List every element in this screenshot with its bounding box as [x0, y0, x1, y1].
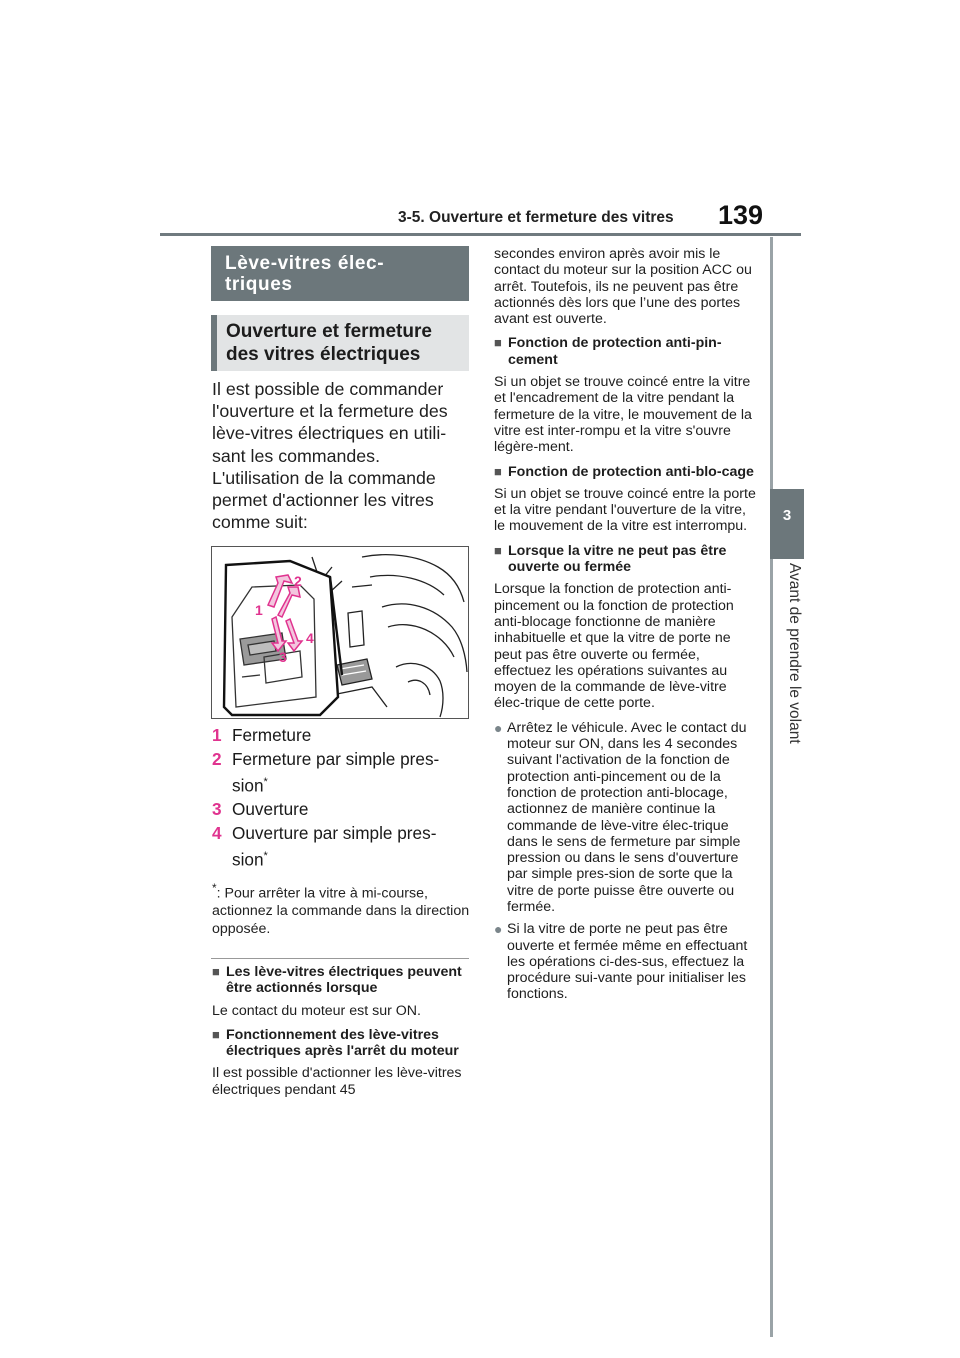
- legend-item: [212, 748, 474, 799]
- bullet-item: ● Si la vitre de porte ne peut pas être ouverte et fermée même en effectuant les opérations ci-des-sus, effectuez la procédure sui-vante pour initialiser les fonctions.: [494, 921, 748, 1003]
- sub-title: Ouverture et fermeture des vitres électriques: [226, 321, 432, 365]
- chapter-number: 3: [782, 507, 792, 524]
- legend-text: Ouverture: [232, 799, 309, 820]
- figure-legend: [212, 724, 474, 872]
- intro-text: Il est possible de commander l'ouverture et la fermeture des lève-vitres électriques en utili-sant les commandes. L'utilisation de la commande permet d'actionner les vitres comme suit:: [212, 379, 448, 533]
- section-heading: ■ Fonction de protection anti-pin-cement: [494, 335, 722, 368]
- chapter-label: Avant de prendre le volant: [786, 563, 803, 744]
- section-body: Si un objet se trouve coincé entre la porte et la vitre pendant l'ouverture de la vitre, le mouvement de la vitre est interrompu.: [494, 485, 756, 535]
- bullet-dot-icon: ●: [494, 921, 503, 938]
- figure-label-3: 3: [279, 649, 287, 665]
- sub-title-box: [211, 315, 469, 371]
- legend-item: [212, 724, 474, 748]
- legend-text: Fermeture: [232, 725, 312, 745]
- section-heading: ■ Lorsque la vitre ne peut pas être ouverte ou fermée: [494, 542, 727, 576]
- left-notes: [212, 958, 472, 1098]
- footnote: *: Pour arrêter la vitre à mi-course, actionnez la commande dans la direction opposée.: [212, 881, 470, 937]
- note-heading: ■ Les lève-vitres électriques peuvent être actionnés lorsque: [212, 964, 462, 997]
- window-switch-illustration: [211, 546, 469, 719]
- legend-number: 4: [212, 822, 222, 843]
- section-heading: ■ Fonction de protection anti-blo-cage: [494, 463, 754, 480]
- header-rule: [160, 233, 801, 236]
- figure-label-1: 1: [255, 602, 263, 618]
- legend-number: 1: [212, 725, 222, 745]
- right-column: [494, 246, 756, 1003]
- page-number: 139: [718, 200, 764, 230]
- bullet-dot-icon: ●: [494, 719, 503, 736]
- section-body: Si un objet se trouve coincé entre la vitre et l'encadrement de la vitre pendant la fermeture de la vitre, le mouvement de la vitre est inter-rompu et la vitre s'ouvre légère-ment.: [494, 374, 752, 456]
- bullet-item: ● Arrêtez le véhicule. Avec le contact du moteur sur ON, dans les 4 secondes suivant l'activation de la fonction de protection anti-pincement ou de la fonction de protection anti-blocage, actionnez de manière continue la commande de lève-vitre élec-trique dans le sens de fermeture par simple pression ou dans le sens d'ouverture par simple pres-sion de sorte que la vitre de porte puisse être ouverte ou fermée.: [494, 719, 747, 915]
- chapter-tab: [770, 489, 804, 559]
- legend-number: 3: [212, 799, 222, 820]
- main-title: Lève-vitres élec- triques: [225, 253, 385, 295]
- note-body: Il est possible d'actionner les lève-vitres électriques pendant 45: [212, 1065, 462, 1098]
- note-heading: ■ Fonctionnement des lève-vitres électriques après l'arrêt du moteur: [212, 1026, 459, 1060]
- legend-number: 2: [212, 748, 222, 769]
- legend-item: [212, 798, 474, 822]
- legend-text: Fermeture par simple pres-sion*: [232, 748, 440, 796]
- main-title-box: [211, 246, 469, 301]
- note-body: Le contact du moteur est sur ON.: [212, 1002, 421, 1019]
- figure-label-4: 4: [306, 630, 314, 646]
- section-body: Lorsque la fonction de protection anti-pincement ou la fonction de protection anti-blocage fonctionne de manière inhabituelle et que la vitre de porte ne peut pas être ouverte ou fermée, effectuez les opérations suivantes au moyen de la commande de lève-vitre élec-trique de cette porte.: [494, 581, 734, 712]
- legend-text: Ouverture par simple pres-sion*: [232, 822, 437, 870]
- section-title: 3-5. Ouverture et fermeture des vitres: [398, 209, 674, 226]
- continued-text: secondes environ après avoir mis le contact du moteur sur la position ACC ou arrêt. Toutefois, ils ne peuvent pas être actionnés dès lors que l’une des portes avant est ouverte.: [494, 246, 752, 328]
- legend-item: [212, 822, 474, 873]
- side-rule: [770, 237, 773, 1337]
- figure-label-2: 2: [294, 573, 302, 589]
- illustration-svg: [212, 547, 468, 718]
